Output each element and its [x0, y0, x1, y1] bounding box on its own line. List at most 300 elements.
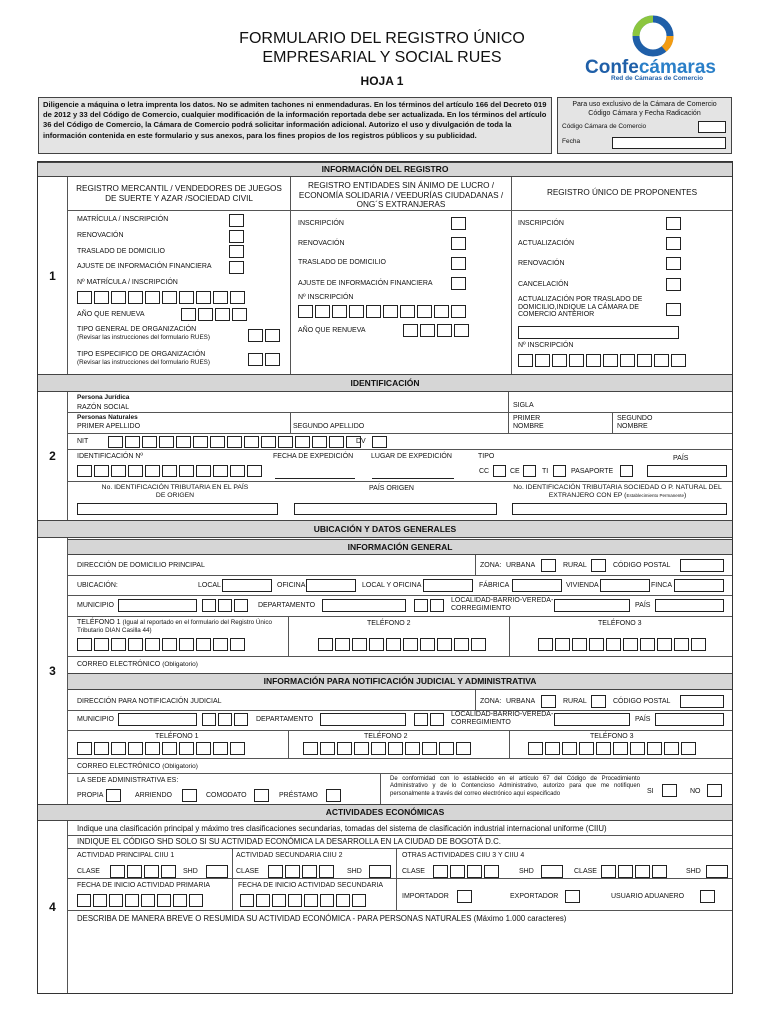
digit-box[interactable] [451, 305, 466, 318]
digit-box[interactable] [434, 305, 449, 318]
digit-box[interactable] [230, 742, 245, 755]
digit-box[interactable] [654, 354, 669, 367]
digit-box[interactable] [144, 865, 159, 878]
digit-box[interactable] [230, 638, 245, 651]
digit-box[interactable] [471, 638, 486, 651]
digit-box[interactable] [181, 308, 196, 321]
ce-checkbox[interactable] [523, 465, 536, 477]
shd2-label: SHD [347, 868, 362, 875]
digit-box[interactable] [111, 742, 126, 755]
digit-box[interactable] [671, 354, 686, 367]
digit-box[interactable] [77, 742, 92, 755]
clase4-boxes[interactable] [601, 865, 667, 878]
localidad-field[interactable] [554, 599, 630, 612]
digit-box[interactable] [329, 436, 344, 448]
digit-box[interactable] [77, 894, 91, 907]
digit-box[interactable] [403, 638, 418, 651]
identificacion-boxes[interactable] [77, 465, 262, 477]
digit-box[interactable] [388, 742, 403, 755]
digit-box[interactable] [110, 865, 125, 878]
digit-box[interactable] [162, 638, 177, 651]
propia-label: PROPIA [77, 792, 104, 799]
shd4-field[interactable] [706, 865, 728, 878]
sigla-label: SIGLA [513, 402, 534, 409]
telefono1-note: (Igual al reportado en el formulario del Registro Único Tributario DIAN Casilla 44) [77, 619, 272, 634]
digit-box[interactable] [403, 324, 418, 337]
digit-box[interactable] [354, 742, 369, 755]
ubicacion-label: UBICACIÓN: [77, 582, 118, 589]
digit-box[interactable] [405, 742, 420, 755]
digit-box[interactable] [579, 742, 594, 755]
telefono2-boxes[interactable] [318, 638, 486, 651]
digit-box[interactable] [552, 354, 567, 367]
digit-box[interactable] [218, 713, 232, 726]
c3-ninscripcion-label: Nº INSCRIPCIÓN [518, 342, 574, 349]
digit-box[interactable] [674, 638, 689, 651]
digit-box[interactable] [173, 894, 187, 907]
telefono3-judicial-boxes[interactable] [528, 742, 696, 755]
urbana-judicial-checkbox[interactable] [541, 695, 556, 708]
c1-ajuste-checkbox[interactable] [229, 261, 244, 274]
indique1-text: Indique una clasificación principal y máximo tres clasificaciones secundarias, tomadas del sistema de clasificación industrial internacional uniforme (CIIU) [77, 824, 607, 833]
municipio-judicial-code-boxes[interactable] [202, 713, 248, 726]
digit-box[interactable] [371, 742, 386, 755]
digit-box[interactable] [145, 465, 160, 477]
digit-box[interactable] [94, 291, 109, 304]
zona-judicial-label: ZONA: [480, 698, 502, 705]
digit-box[interactable] [484, 865, 499, 878]
c2-traslado-label: TRASLADO DE DOMICILIO [298, 259, 386, 266]
rural-checkbox[interactable] [591, 559, 606, 572]
digit-box[interactable] [640, 638, 655, 651]
digit-box[interactable] [285, 865, 300, 878]
form-title-line2: EMPRESARIAL Y SOCIAL RUES [262, 49, 502, 66]
identificacion-label: IDENTIFICACIÓN Nº [77, 453, 143, 460]
digit-box[interactable] [420, 638, 435, 651]
c2-traslado-checkbox[interactable] [451, 257, 466, 270]
digit-box[interactable] [606, 638, 621, 651]
digit-box[interactable] [586, 354, 601, 367]
digit-box[interactable] [261, 436, 276, 448]
office-use-line2: Código Cámara y Fecha Radicación [588, 110, 701, 117]
digit-box[interactable] [336, 894, 350, 907]
c3-cancelacion-checkbox[interactable] [666, 278, 681, 291]
digit-box[interactable] [352, 638, 367, 651]
digit-box[interactable] [230, 465, 245, 477]
digit-box[interactable] [295, 436, 310, 448]
c1-renovacion-label: RENOVACIÓN [77, 232, 124, 239]
digit-box[interactable] [596, 742, 611, 755]
digit-box[interactable] [77, 465, 92, 477]
digit-box[interactable] [337, 742, 352, 755]
pasaporte-checkbox[interactable] [620, 465, 633, 477]
digit-box[interactable] [157, 894, 171, 907]
digit-box[interactable] [145, 291, 160, 304]
digit-box[interactable] [572, 638, 587, 651]
digit-box[interactable] [240, 894, 254, 907]
digit-box[interactable] [247, 465, 262, 477]
form-title-line1: FORMULARIO DEL REGISTRO ÚNICO [239, 30, 525, 47]
digit-box[interactable] [193, 436, 208, 448]
digit-box[interactable] [256, 894, 270, 907]
digit-box[interactable] [179, 638, 194, 651]
c3-actualizacion-traslado-label: ACTUALIZACIÓN POR TRASLADO DE DOMICILIO,INDIQUE LA CÁMARA DE COMERCIO ANTERIOR [518, 296, 643, 318]
digit-box[interactable] [111, 291, 126, 304]
digit-box[interactable] [601, 865, 616, 878]
digit-box[interactable] [145, 742, 160, 755]
digit-box[interactable] [94, 742, 109, 755]
codigo-postal-field[interactable] [680, 559, 724, 572]
digit-box[interactable] [198, 308, 213, 321]
digit-box[interactable] [159, 436, 174, 448]
no-label: NO [690, 788, 701, 795]
c1-tipo-general-boxes[interactable] [248, 329, 280, 342]
digit-box[interactable] [161, 865, 176, 878]
digit-box[interactable] [232, 308, 247, 321]
section1-number: 1 [38, 177, 68, 374]
digit-box[interactable] [450, 865, 465, 878]
fecha-principal-boxes[interactable] [77, 894, 203, 907]
digit-box[interactable] [248, 329, 263, 342]
clase1-label: CLASE [77, 868, 100, 875]
correo-label [77, 661, 198, 669]
digit-box[interactable] [227, 436, 242, 448]
section3-bar: UBICACIÓN Y DATOS GENERALES [38, 520, 732, 538]
si-checkbox[interactable] [662, 784, 677, 797]
digit-box[interactable] [664, 742, 679, 755]
digit-box[interactable] [127, 865, 142, 878]
digit-box[interactable] [613, 742, 628, 755]
digit-box[interactable] [603, 354, 618, 367]
digit-box[interactable] [312, 436, 327, 448]
digit-box[interactable] [630, 742, 645, 755]
digit-box[interactable] [128, 742, 143, 755]
digit-box[interactable] [162, 742, 177, 755]
rural-judicial-label: RURAL [563, 698, 587, 705]
digit-box[interactable] [545, 742, 560, 755]
ep-note: Establecimiento Permanente [626, 493, 684, 498]
digit-box[interactable] [213, 638, 228, 651]
c2-ninscripcion-boxes[interactable] [298, 305, 466, 318]
digit-box[interactable] [538, 638, 553, 651]
digit-box[interactable] [332, 305, 347, 318]
c1-matricula-checkbox[interactable] [229, 214, 244, 227]
digit-box[interactable] [589, 638, 604, 651]
digit-box[interactable] [268, 865, 283, 878]
clase2-label: CLASE [236, 868, 259, 875]
digit-box[interactable] [420, 324, 435, 337]
digit-box[interactable] [278, 436, 293, 448]
shd3-field[interactable] [541, 865, 563, 878]
telefono1-boxes[interactable] [77, 638, 245, 651]
digit-box[interactable] [369, 638, 384, 651]
digit-box[interactable] [179, 465, 194, 477]
digit-box[interactable] [320, 742, 335, 755]
digit-box[interactable] [179, 742, 194, 755]
digit-box[interactable] [176, 436, 191, 448]
digit-box[interactable] [439, 742, 454, 755]
describa-label [77, 915, 566, 923]
codigo-postal-judicial-field[interactable] [680, 695, 724, 708]
telefono3-label: TELÉFONO 3 [598, 620, 642, 627]
clase1-boxes[interactable] [110, 865, 176, 878]
digit-box[interactable] [109, 894, 123, 907]
exportador-checkbox[interactable] [565, 890, 580, 903]
telefono3-boxes[interactable] [538, 638, 706, 651]
digit-box[interactable] [657, 638, 672, 651]
digit-box[interactable] [637, 354, 652, 367]
ti-checkbox[interactable] [553, 465, 566, 477]
shd1-field[interactable] [206, 865, 228, 878]
dv-field[interactable] [372, 436, 387, 448]
fecha-secundaria-boxes[interactable] [240, 894, 366, 907]
localidad-judicial-field[interactable] [554, 713, 630, 726]
digit-box[interactable] [414, 599, 428, 612]
digit-box[interactable] [189, 894, 203, 907]
digit-box[interactable] [179, 291, 194, 304]
codigo-camara-field[interactable] [698, 121, 726, 133]
no-id-sociedad-field[interactable] [512, 503, 727, 515]
digit-box[interactable] [535, 354, 550, 367]
digit-box[interactable] [196, 638, 211, 651]
c3-inscripcion-checkbox[interactable] [666, 217, 681, 230]
digit-box[interactable] [433, 865, 448, 878]
digit-box[interactable] [234, 599, 248, 612]
describa-textarea[interactable] [70, 926, 730, 990]
codigo-camara-label: Código Cámara de Comercio [562, 123, 647, 130]
digit-box[interactable] [244, 436, 259, 448]
digit-box[interactable] [635, 865, 650, 878]
telefono1-judicial-boxes[interactable] [77, 742, 245, 755]
local-oficina-label: LOCAL Y OFICINA [362, 582, 422, 589]
digit-box[interactable] [430, 713, 444, 726]
digit-box[interactable] [128, 465, 143, 477]
digit-box[interactable] [125, 894, 139, 907]
digit-box[interactable] [145, 638, 160, 651]
digit-box[interactable] [213, 742, 228, 755]
digit-box[interactable] [414, 713, 428, 726]
digit-box[interactable] [94, 465, 109, 477]
digit-box[interactable] [298, 305, 313, 318]
digit-box[interactable] [569, 354, 584, 367]
digit-box[interactable] [386, 638, 401, 651]
finca-field[interactable] [674, 579, 724, 592]
fecha-expedicion-line[interactable] [275, 478, 355, 479]
c3-actualizacion-checkbox[interactable] [666, 237, 681, 250]
c1-ano-boxes[interactable] [181, 308, 247, 321]
primer-apellido-label: PRIMER APELLIDO [77, 423, 141, 430]
digit-box[interactable] [213, 465, 228, 477]
municipio-judicial-field[interactable] [118, 713, 197, 726]
digit-box[interactable] [108, 436, 123, 448]
digit-box[interactable] [265, 353, 280, 366]
departamento-judicial-code-boxes[interactable] [414, 713, 444, 726]
clase2-boxes[interactable] [268, 865, 334, 878]
comodato-checkbox[interactable] [254, 789, 269, 802]
rural-judicial-checkbox[interactable] [591, 695, 606, 708]
digit-box[interactable] [202, 599, 216, 612]
digit-box[interactable] [128, 638, 143, 651]
lugar-expedicion-line[interactable] [372, 478, 454, 479]
digit-box[interactable] [196, 465, 211, 477]
digit-box[interactable] [77, 291, 92, 304]
digit-box[interactable] [288, 894, 302, 907]
digit-box[interactable] [437, 638, 452, 651]
digit-box[interactable] [302, 865, 317, 878]
comodato-label: COMODATO [206, 792, 247, 799]
digit-box[interactable] [383, 305, 398, 318]
digit-box[interactable] [652, 865, 667, 878]
shd2-field[interactable] [369, 865, 391, 878]
telefono1-label [77, 619, 287, 635]
c3-actualizacion-traslado-checkbox[interactable] [666, 303, 681, 316]
c2-ano-boxes[interactable] [403, 324, 469, 337]
digit-box[interactable] [352, 894, 366, 907]
c1-tipo-general-label: TIPO GENERAL DE ORGANIZACIÓN [77, 326, 197, 333]
municipio-field[interactable] [118, 599, 197, 612]
pais-field-s2[interactable] [647, 465, 727, 477]
vivienda-field[interactable] [600, 579, 650, 592]
digit-box[interactable] [349, 305, 364, 318]
digit-box[interactable] [210, 436, 225, 448]
telefono2-judicial-label: TELÉFONO 2 [364, 733, 408, 740]
digit-box[interactable] [417, 305, 432, 318]
digit-box[interactable] [437, 324, 452, 337]
digit-box[interactable] [304, 894, 318, 907]
section2-bar: IDENTIFICACIÓN [38, 374, 732, 392]
digit-box[interactable] [162, 465, 177, 477]
digit-box[interactable] [142, 436, 157, 448]
digit-box[interactable] [234, 713, 248, 726]
digit-box[interactable] [93, 894, 107, 907]
c2-renovacion-checkbox[interactable] [451, 237, 466, 250]
digit-box[interactable] [528, 742, 543, 755]
telefono2-label: TELÉFONO 2 [367, 620, 411, 627]
c3-renovacion-checkbox[interactable] [666, 257, 681, 270]
digit-box[interactable] [111, 465, 126, 477]
departamento-judicial-field[interactable] [320, 713, 406, 726]
digit-box[interactable] [213, 291, 228, 304]
digit-box[interactable] [400, 305, 415, 318]
digit-box[interactable] [77, 638, 92, 651]
c1-nmatricula-boxes[interactable] [77, 291, 245, 304]
digit-box[interactable] [128, 291, 143, 304]
digit-box[interactable] [265, 329, 280, 342]
digit-box[interactable] [620, 354, 635, 367]
urbana-label: URBANA [506, 562, 536, 569]
digit-box[interactable] [141, 894, 155, 907]
c1-tipo-especifico-boxes[interactable] [248, 353, 280, 366]
c2-ninscripcion-label: Nº INSCRIPCIÓN [298, 294, 354, 301]
digit-box[interactable] [623, 638, 638, 651]
digit-box[interactable] [319, 865, 334, 878]
digit-box[interactable] [422, 742, 437, 755]
oficina-field[interactable] [306, 579, 356, 592]
departamento-code-boxes[interactable] [414, 599, 444, 612]
digit-box[interactable] [196, 291, 211, 304]
correo-judicial-label [77, 763, 198, 771]
digit-box[interactable] [202, 713, 216, 726]
c2-ajuste-checkbox[interactable] [451, 277, 466, 290]
digit-box[interactable] [318, 638, 333, 651]
pais-origen-field[interactable] [294, 503, 497, 515]
digit-box[interactable] [125, 436, 140, 448]
digit-box[interactable] [647, 742, 662, 755]
sede-label: LA SEDE ADMINISTRATIVA ES: [77, 777, 179, 784]
cc-checkbox[interactable] [493, 465, 506, 477]
telefono2-judicial-boxes[interactable] [303, 742, 471, 755]
digit-box[interactable] [230, 291, 245, 304]
municipio-code-boxes[interactable] [202, 599, 248, 612]
digit-box[interactable] [366, 305, 381, 318]
c1-nmatricula-label: Nº MATRÍCULA / INSCRIPCIÓN [77, 279, 178, 286]
usuario-aduanero-checkbox[interactable] [700, 890, 715, 903]
urbana-checkbox[interactable] [541, 559, 556, 572]
no-checkbox[interactable] [707, 784, 722, 797]
digit-box[interactable] [335, 638, 350, 651]
c3-camara-anterior-field[interactable] [518, 326, 679, 339]
c3-ninscripcion-boxes[interactable] [518, 354, 686, 367]
clase3-boxes[interactable] [433, 865, 499, 878]
pais-judicial-field[interactable] [655, 713, 724, 726]
digit-box[interactable] [111, 638, 126, 651]
digit-box[interactable] [518, 354, 533, 367]
digit-box[interactable] [303, 742, 318, 755]
c1-traslado-checkbox[interactable] [229, 245, 244, 258]
digit-box[interactable] [162, 291, 177, 304]
fecha-field[interactable] [612, 137, 726, 149]
conformidad-text: De conformidad con lo establecido en el artículo 67 del Código de Procedimiento Administrativo y de lo Contencioso Administrativo, autorizo para que me notifiquen personalmente a través del correo electrónico aquí especificado [390, 776, 640, 797]
digit-box[interactable] [454, 638, 469, 651]
digit-box[interactable] [681, 742, 696, 755]
digit-box[interactable] [315, 305, 330, 318]
digit-box[interactable] [320, 894, 334, 907]
digit-box[interactable] [555, 638, 570, 651]
describa-title: DESCRIBA DE MANERA BREVE O RESUMIDA SU ACTIVIDAD ECONÓMICA - PARA PERSONAS NATURALES [77, 914, 472, 923]
digit-box[interactable] [562, 742, 577, 755]
digit-box[interactable] [218, 599, 232, 612]
digit-box[interactable] [272, 894, 286, 907]
digit-box[interactable] [94, 638, 109, 651]
local-field[interactable] [222, 579, 272, 592]
s1-col3-head: REGISTRO ÚNICO DE PROPONENTES [546, 188, 698, 197]
fabrica-field[interactable] [512, 579, 562, 592]
localidad-judicial-label: LOCALIDAD-BARRIO-VEREDA-CORREGIMIENTO [451, 711, 554, 726]
digit-box[interactable] [248, 353, 263, 366]
pais-field-s3[interactable] [655, 599, 724, 612]
no-id-tributaria-field[interactable] [77, 503, 278, 515]
digit-box[interactable] [430, 599, 444, 612]
departamento-field[interactable] [322, 599, 406, 612]
propia-checkbox[interactable] [106, 789, 121, 802]
digit-box[interactable] [215, 308, 230, 321]
local-oficina-field[interactable] [423, 579, 473, 592]
section3-sub1-bar: INFORMACIÓN GENERAL [68, 539, 732, 555]
digit-box[interactable] [618, 865, 633, 878]
act-principal-label: ACTIVIDAD PRINCIPAL CIIU 1 [77, 852, 175, 859]
digit-box[interactable] [454, 324, 469, 337]
digit-box[interactable] [196, 742, 211, 755]
nit-boxes[interactable] [108, 436, 361, 448]
importador-checkbox[interactable] [457, 890, 472, 903]
digit-box[interactable] [467, 865, 482, 878]
arriendo-checkbox[interactable] [182, 789, 197, 802]
digit-box[interactable] [456, 742, 471, 755]
c1-renovacion-checkbox[interactable] [229, 230, 244, 243]
digit-box[interactable] [691, 638, 706, 651]
prestamo-checkbox[interactable] [326, 789, 341, 802]
c2-inscripcion-checkbox[interactable] [451, 217, 466, 230]
